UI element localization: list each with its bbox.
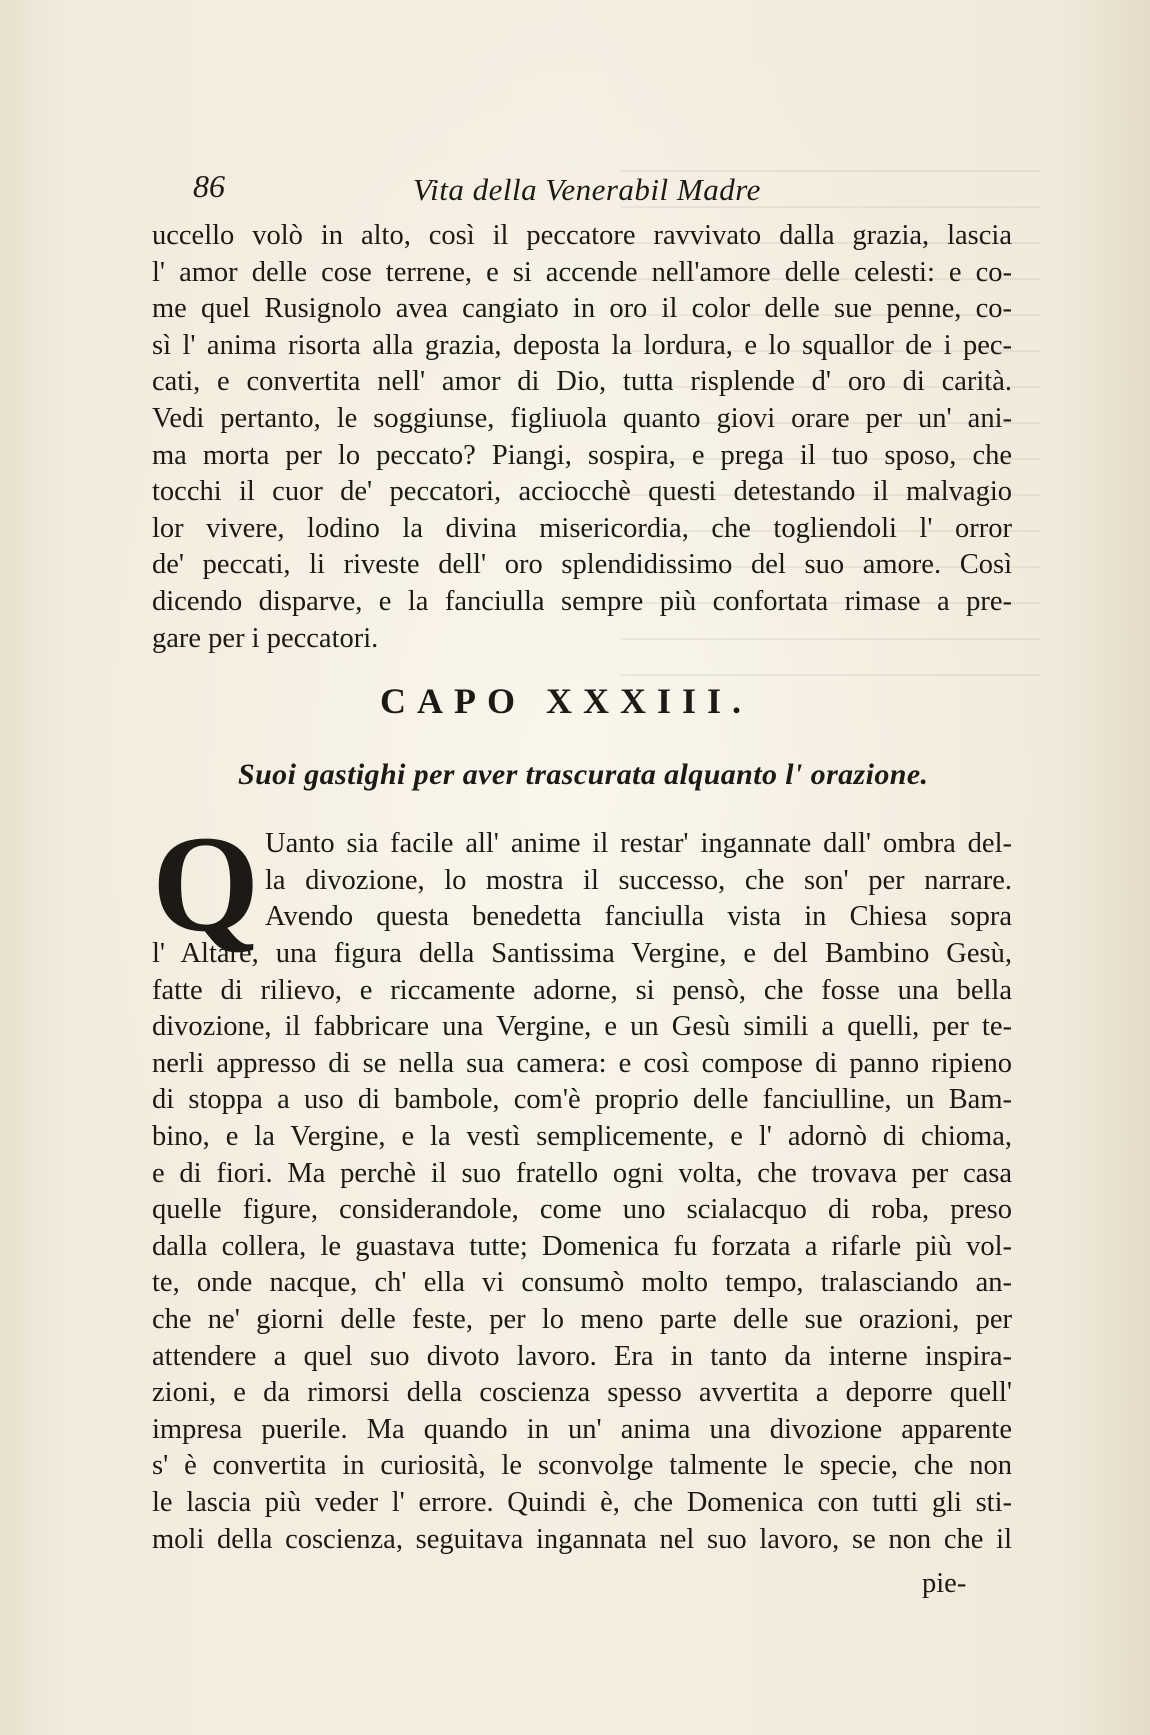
text-line: sì l' anima risorta alla grazia, deposta la lordura, e lo squallor de i pec- xyxy=(152,329,1012,361)
text-line: Vedi pertanto, le soggiunse, figliuola quanto giovi orare per un' ani- xyxy=(152,402,1012,434)
chapter-heading: CAPO XXXIII. xyxy=(380,681,753,721)
text-line: de' peccati, li riveste dell' oro splendidissimo del suo amore. Così xyxy=(152,549,1012,581)
text-line: me quel Rusignolo avea cangiato in oro il color delle sue penne, co- xyxy=(152,293,1012,325)
text-line: te, onde nacque, ch' ella vi consumò molto tempo, tralasciando an- xyxy=(152,1267,1012,1299)
text-line: che ne' giorni delle feste, per lo meno parte delle sue orazioni, per xyxy=(152,1303,1012,1335)
drop-cap: Q xyxy=(152,807,260,960)
text-line: l' Altare, una figura della Santissima Vergine, e del Bambino Gesù, xyxy=(152,938,1012,969)
paragraph-body xyxy=(152,936,1012,1558)
text-line: divozione, il fabbricare una Vergine, e un Gesù simili a quelli, per te- xyxy=(152,1011,1012,1043)
text-line: gare per i peccatori. xyxy=(152,622,379,654)
text-line: dalla collera, le guastava tutte; Domenica fu forzata a rifarle più vol- xyxy=(152,1230,1012,1262)
text-line: l' amor delle cose terrene, e si accende nell'amore delle celesti: e co- xyxy=(152,256,1012,288)
page-header xyxy=(193,168,1013,218)
text-line: dicendo disparve, e la fanciulla sempre più confortata rimase a pre- xyxy=(152,585,1012,617)
running-title: Vita della Venerabil Madre xyxy=(413,172,761,207)
text-line: impresa puerile. Ma quando in un' anima una divozione apparente xyxy=(152,1413,1012,1445)
text-line: fatte di rilievo, e riccamente adorne, si pensò, che fosse una bella xyxy=(152,974,1012,1006)
chapter-subtitle: Suoi gastighi per aver trascurata alquanto l' orazione. xyxy=(238,758,929,791)
text-line: Uanto sia facile all' anime il restar' ingannate dall' ombra del- xyxy=(265,828,1012,859)
text-line: nerli appresso di se nella sua camera: e così compose di panno ripieno xyxy=(152,1047,1012,1079)
paragraph-continued xyxy=(152,218,1012,657)
text-line: zioni, e da rimorsi della coscienza spesso avvertita a deporre quell' xyxy=(152,1377,1012,1409)
paragraph-opening-indented xyxy=(265,826,1012,936)
text-line: ma morta per lo peccato? Piangi, sospira, e prega il tuo sposo, che xyxy=(152,439,1012,471)
text-line: moli della coscienza, seguitava ingannata nel suo lavoro, se non che il xyxy=(152,1523,1012,1555)
text-line: s' è convertita in curiosità, le sconvolge talmente le specie, che non xyxy=(152,1450,1012,1482)
text-line: Avendo questa benedetta fanciulla vista in Chiesa sopra xyxy=(265,901,1012,933)
text-line: uccello volò in alto, così il peccatore ravvivato dalla grazia, lascia xyxy=(152,220,1012,251)
text-line: quelle figure, considerandole, come uno scialacquo di roba, preso xyxy=(152,1194,1012,1226)
text-line: di stoppa a uso di bambole, com'è proprio delle fanciulline, un Bam- xyxy=(152,1084,1012,1116)
text-line: la divozione, lo mostra il successo, che son' per narrare. xyxy=(265,864,1012,896)
text-line: bino, e la Vergine, e la vestì semplicemente, e l' adornò di chioma, xyxy=(152,1120,1012,1152)
text-line: e di fiori. Ma perchè il suo fratello ogni volta, che trovava per casa xyxy=(152,1157,1012,1189)
catchword: pie- xyxy=(922,1568,967,1599)
page-number: 86 xyxy=(193,168,225,204)
text-line: attendere a quel suo divoto lavoro. Era in tanto da interne inspira- xyxy=(152,1340,1012,1372)
text-line: le lascia più veder l' errore. Quindi è, che Domenica con tutti gli sti- xyxy=(152,1486,1012,1518)
text-line: cati, e convertita nell' amor di Dio, tutta risplende d' oro di carità. xyxy=(152,366,1012,398)
text-line: tocchi il cuor de' peccatori, acciocchè questi detestando il malvagio xyxy=(152,476,1012,508)
text-line: lor vivere, lodino la divina misericordia, che togliendoli l' orror xyxy=(152,512,1012,544)
